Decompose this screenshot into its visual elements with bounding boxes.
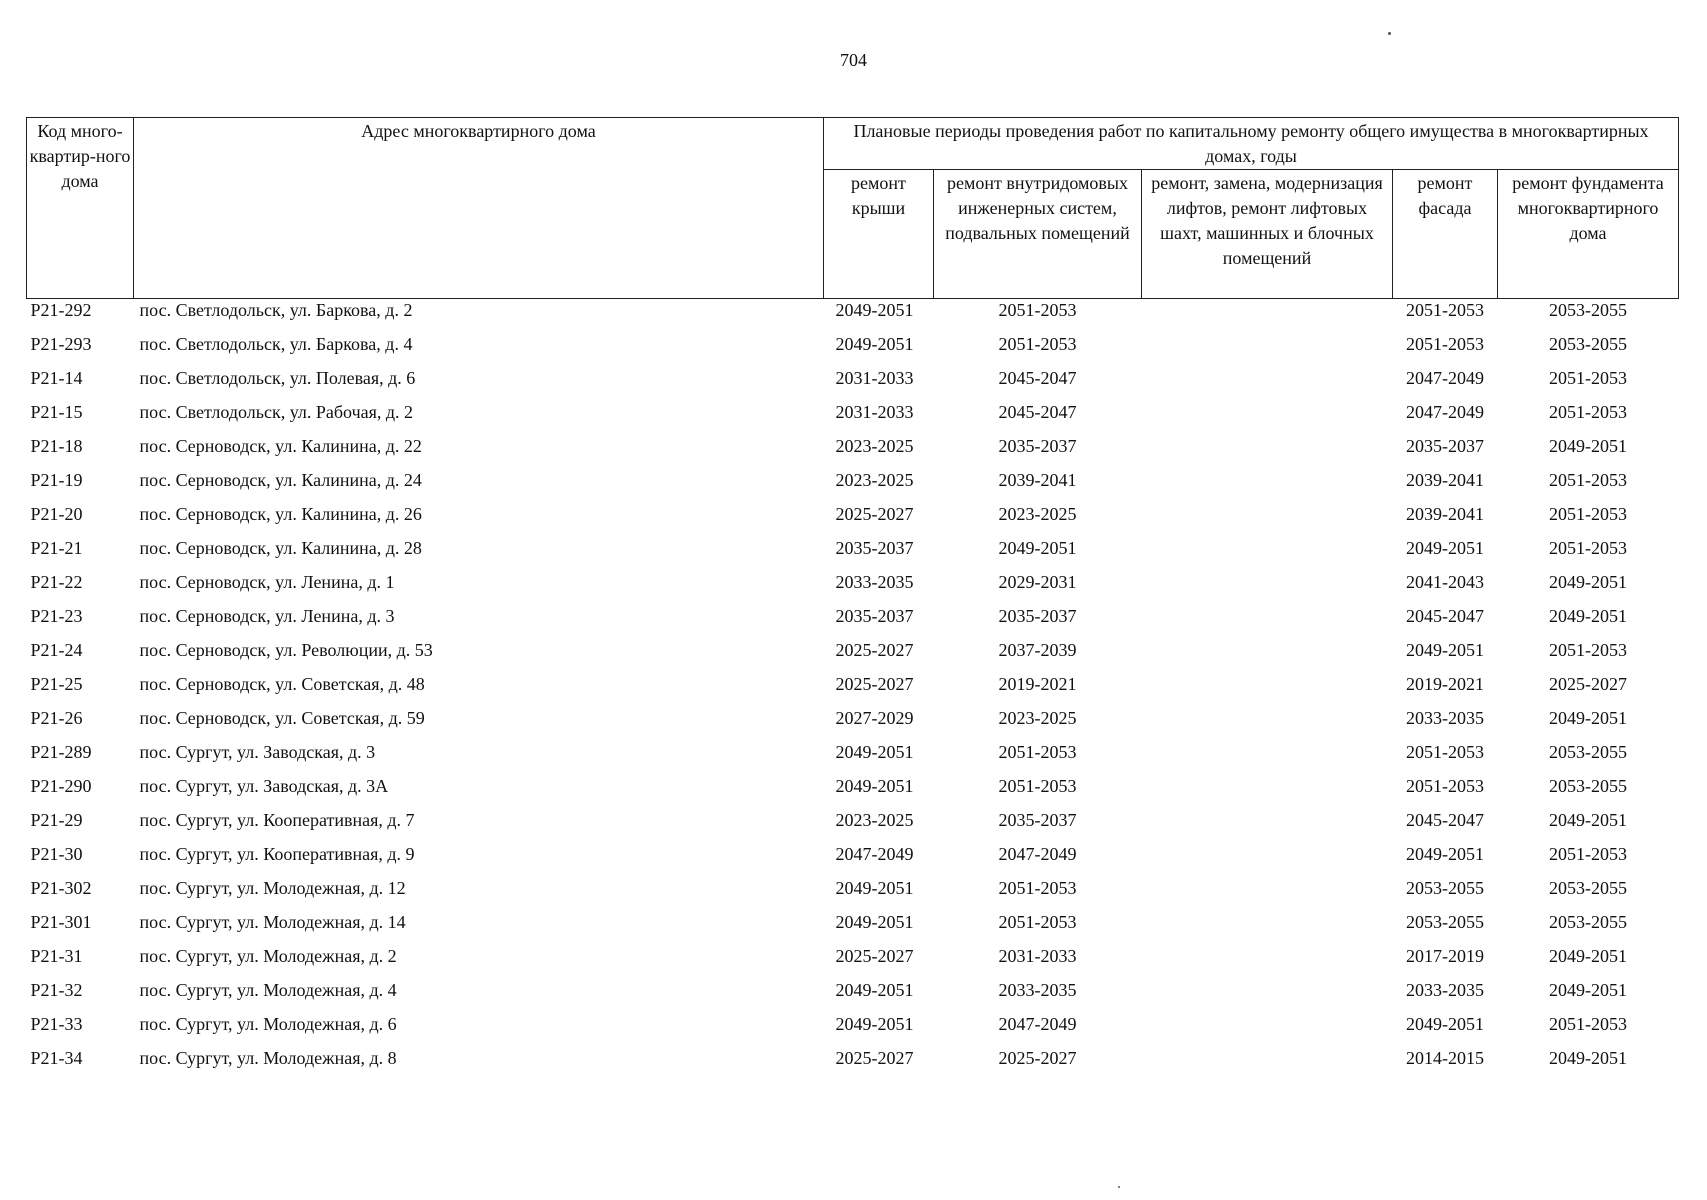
lifts-period [1142,1047,1393,1081]
house-code: Р21-24 [30,640,83,660]
house-address: пос. Сургут, ул. Кооперативная, д. 7 [139,810,415,830]
table-row [27,367,1679,401]
table-row [27,605,1679,639]
table-row [27,537,1679,571]
table-header [27,118,1679,299]
facade-period: 2033-2035 [1406,980,1484,1000]
lifts-period [1142,911,1393,945]
house-address: пос. Сургут, ул. Молодежная, д. 14 [139,912,406,932]
house-code: Р21-20 [30,504,83,524]
house-code: Р21-25 [30,674,83,694]
engineering-period: 2019-2021 [998,674,1077,694]
facade-period: 2051-2053 [1406,334,1484,354]
header-roof: ремонт крыши [824,170,934,299]
engineering-period: 2051-2053 [998,912,1077,932]
header-facade: ремонт фасада [1393,170,1498,299]
foundation-period: 2049-2051 [1549,1048,1627,1068]
foundation-period: 2051-2053 [1549,1014,1627,1034]
foundation-period: 2051-2053 [1549,640,1627,660]
house-code: Р21-15 [30,402,83,422]
facade-period: 2047-2049 [1406,402,1484,422]
foundation-period: 2049-2051 [1549,606,1627,626]
roof-period: 2049-2051 [835,776,914,796]
roof-period: 2031-2033 [835,368,914,388]
engineering-period: 2051-2053 [998,776,1077,796]
house-address: пос. Сургут, ул. Заводская, д. 3А [139,776,389,796]
header-periods: Плановые периоды проведения работ по капитальному ремонту общего имущества в многоквартирных домах, годы [824,118,1679,170]
house-address: пос. Серноводск, ул. Советская, д. 59 [139,708,425,728]
lifts-period [1142,605,1393,639]
table-row [27,299,1679,334]
lifts-period [1142,775,1393,809]
roof-period: 2049-2051 [835,878,914,898]
house-address: пос. Серноводск, ул. Советская, д. 48 [139,674,425,694]
house-code: Р21-289 [30,742,92,762]
table-row [27,911,1679,945]
foundation-period: 2051-2053 [1549,538,1627,558]
house-code: Р21-31 [30,946,83,966]
house-code: Р21-14 [30,368,83,388]
repair-schedule-table [26,117,1679,1081]
house-code: Р21-19 [30,470,83,490]
facade-period: 2051-2053 [1406,776,1484,796]
scan-speck [1118,1186,1120,1188]
house-code: Р21-23 [30,606,83,626]
table-row [27,333,1679,367]
facade-period: 2049-2051 [1406,844,1484,864]
roof-period: 2049-2051 [835,1014,914,1034]
header-address: Адрес многоквартирного дома [134,118,824,299]
engineering-period: 2023-2025 [998,504,1077,524]
house-code: Р21-18 [30,436,83,456]
house-code: Р21-302 [30,878,92,898]
engineering-period: 2031-2033 [998,946,1077,966]
engineering-period: 2023-2025 [998,708,1077,728]
table-row [27,503,1679,537]
house-code: Р21-21 [30,538,83,558]
facade-period: 2039-2041 [1406,470,1484,490]
lifts-period [1142,877,1393,911]
lifts-period [1142,367,1393,401]
lifts-period [1142,299,1393,334]
table-row [27,1013,1679,1047]
facade-period: 2039-2041 [1406,504,1484,524]
roof-period: 2049-2051 [835,334,914,354]
facade-period: 2049-2051 [1406,1014,1484,1034]
facade-period: 2033-2035 [1406,708,1484,728]
facade-period: 2017-2019 [1406,946,1484,966]
facade-period: 2051-2053 [1406,742,1484,762]
engineering-period: 2033-2035 [998,980,1077,1000]
table-row [27,469,1679,503]
engineering-period: 2035-2037 [998,606,1077,626]
house-address: пос. Светлодольск, ул. Полевая, д. 6 [139,368,416,388]
table-row [27,1047,1679,1081]
foundation-period: 2049-2051 [1549,572,1627,592]
foundation-period: 2049-2051 [1549,810,1627,830]
table-row [27,707,1679,741]
foundation-period: 2053-2055 [1549,878,1627,898]
roof-period: 2023-2025 [835,436,914,456]
header-engineering: ремонт внутридомовых инженерных систем, подвальных помещений [934,170,1142,299]
foundation-period: 2051-2053 [1549,368,1627,388]
header-code: Код много-квартир-ного дома [27,118,134,299]
facade-period: 2041-2043 [1406,572,1484,592]
house-code: Р21-29 [30,810,83,830]
engineering-period: 2051-2053 [998,334,1077,354]
lifts-period [1142,673,1393,707]
house-address: пос. Сургут, ул. Молодежная, д. 6 [139,1014,397,1034]
foundation-period: 2049-2051 [1549,708,1627,728]
lifts-period [1142,1013,1393,1047]
roof-period: 2049-2051 [835,912,914,932]
header-foundation: ремонт фундамента многоквартирного дома [1498,170,1679,299]
table-row [27,401,1679,435]
page-number: 704 [840,50,867,70]
foundation-period: 2051-2053 [1549,470,1627,490]
engineering-period: 2035-2037 [998,810,1077,830]
lifts-period [1142,435,1393,469]
foundation-period: 2053-2055 [1549,912,1627,932]
engineering-period: 2045-2047 [998,368,1077,388]
house-address: пос. Серноводск, ул. Калинина, д. 24 [139,470,422,490]
lifts-period [1142,537,1393,571]
house-code: Р21-292 [30,300,92,320]
roof-period: 2025-2027 [835,640,914,660]
house-address: пос. Светлодольск, ул. Рабочая, д. 2 [139,402,414,422]
house-code: Р21-30 [30,844,83,864]
house-code: Р21-32 [30,980,83,1000]
lifts-period [1142,639,1393,673]
lifts-period [1142,843,1393,877]
facade-period: 2049-2051 [1406,538,1484,558]
lifts-period [1142,979,1393,1013]
foundation-period: 2049-2051 [1549,436,1627,456]
house-address: пос. Серноводск, ул. Калинина, д. 28 [139,538,422,558]
engineering-period: 2047-2049 [998,844,1077,864]
engineering-period: 2051-2053 [998,878,1077,898]
facade-period: 2053-2055 [1406,912,1484,932]
roof-period: 2025-2027 [835,1048,914,1068]
house-code: Р21-290 [30,776,92,796]
house-address: пос. Сургут, ул. Молодежная, д. 4 [139,980,397,1000]
house-address: пос. Сургут, ул. Молодежная, д. 12 [139,878,406,898]
foundation-period: 2049-2051 [1549,946,1627,966]
house-address: пос. Светлодольск, ул. Баркова, д. 2 [139,300,413,320]
table-row [27,775,1679,809]
facade-period: 2051-2053 [1406,300,1484,320]
lifts-period [1142,707,1393,741]
facade-period: 2047-2049 [1406,368,1484,388]
house-code: Р21-301 [30,912,92,932]
roof-period: 2025-2027 [835,504,914,524]
house-address: пос. Серноводск, ул. Ленина, д. 1 [139,572,395,592]
lifts-period [1142,809,1393,843]
header-lifts: ремонт, замена, модернизация лифтов, ремонт лифтовых шахт, машинных и блочных помещений [1142,170,1393,299]
house-address: пос. Серноводск, ул. Калинина, д. 26 [139,504,422,524]
facade-period: 2014-2015 [1406,1048,1484,1068]
lifts-period [1142,945,1393,979]
table-body [27,299,1679,1082]
table-row [27,639,1679,673]
house-code: Р21-33 [30,1014,83,1034]
scan-speck [1388,32,1391,35]
facade-period: 2045-2047 [1406,606,1484,626]
roof-period: 2031-2033 [835,402,914,422]
table-row [27,979,1679,1013]
roof-period: 2049-2051 [835,980,914,1000]
roof-period: 2023-2025 [835,470,914,490]
house-address: пос. Серноводск, ул. Революции, д. 53 [139,640,433,660]
roof-period: 2025-2027 [835,946,914,966]
table-row [27,673,1679,707]
house-code: Р21-22 [30,572,83,592]
table-row [27,945,1679,979]
foundation-period: 2051-2053 [1549,402,1627,422]
facade-period: 2049-2051 [1406,640,1484,660]
roof-period: 2035-2037 [835,538,914,558]
roof-period: 2035-2037 [835,606,914,626]
table-row [27,571,1679,605]
roof-period: 2027-2029 [835,708,914,728]
facade-period: 2053-2055 [1406,878,1484,898]
engineering-period: 2025-2027 [998,1048,1077,1068]
house-code: Р21-34 [30,1048,83,1068]
house-address: пос. Светлодольск, ул. Баркова, д. 4 [139,334,413,354]
engineering-period: 2051-2053 [998,300,1077,320]
house-address: пос. Сургут, ул. Заводская, д. 3 [139,742,376,762]
house-address: пос. Сургут, ул. Кооперативная, д. 9 [139,844,415,864]
facade-period: 2045-2047 [1406,810,1484,830]
roof-period: 2023-2025 [835,810,914,830]
lifts-period [1142,571,1393,605]
engineering-period: 2045-2047 [998,402,1077,422]
engineering-period: 2035-2037 [998,436,1077,456]
facade-period: 2035-2037 [1406,436,1484,456]
lifts-period [1142,503,1393,537]
engineering-period: 2047-2049 [998,1014,1077,1034]
engineering-period: 2051-2053 [998,742,1077,762]
table-row [27,435,1679,469]
lifts-period [1142,469,1393,503]
foundation-period: 2051-2053 [1549,504,1627,524]
foundation-period: 2053-2055 [1549,776,1627,796]
roof-period: 2049-2051 [835,300,914,320]
roof-period: 2025-2027 [835,674,914,694]
lifts-period [1142,333,1393,367]
roof-period: 2047-2049 [835,844,914,864]
engineering-period: 2029-2031 [998,572,1077,592]
foundation-period: 2049-2051 [1549,980,1627,1000]
house-address: пос. Сургут, ул. Молодежная, д. 2 [139,946,397,966]
foundation-period: 2025-2027 [1549,674,1627,694]
foundation-period: 2053-2055 [1549,300,1627,320]
lifts-period [1142,401,1393,435]
foundation-period: 2051-2053 [1549,844,1627,864]
engineering-period: 2037-2039 [998,640,1077,660]
house-code: Р21-26 [30,708,83,728]
table-row [27,877,1679,911]
foundation-period: 2053-2055 [1549,334,1627,354]
foundation-period: 2053-2055 [1549,742,1627,762]
lifts-period [1142,741,1393,775]
engineering-period: 2039-2041 [998,470,1077,490]
house-code: Р21-293 [30,334,92,354]
table-row [27,809,1679,843]
roof-period: 2049-2051 [835,742,914,762]
table-row [27,741,1679,775]
facade-period: 2019-2021 [1406,674,1484,694]
table-row [27,843,1679,877]
house-address: пос. Серноводск, ул. Калинина, д. 22 [139,436,422,456]
house-address: пос. Серноводск, ул. Ленина, д. 3 [139,606,395,626]
engineering-period: 2049-2051 [998,538,1077,558]
house-address: пос. Сургут, ул. Молодежная, д. 8 [139,1048,397,1068]
roof-period: 2033-2035 [835,572,914,592]
